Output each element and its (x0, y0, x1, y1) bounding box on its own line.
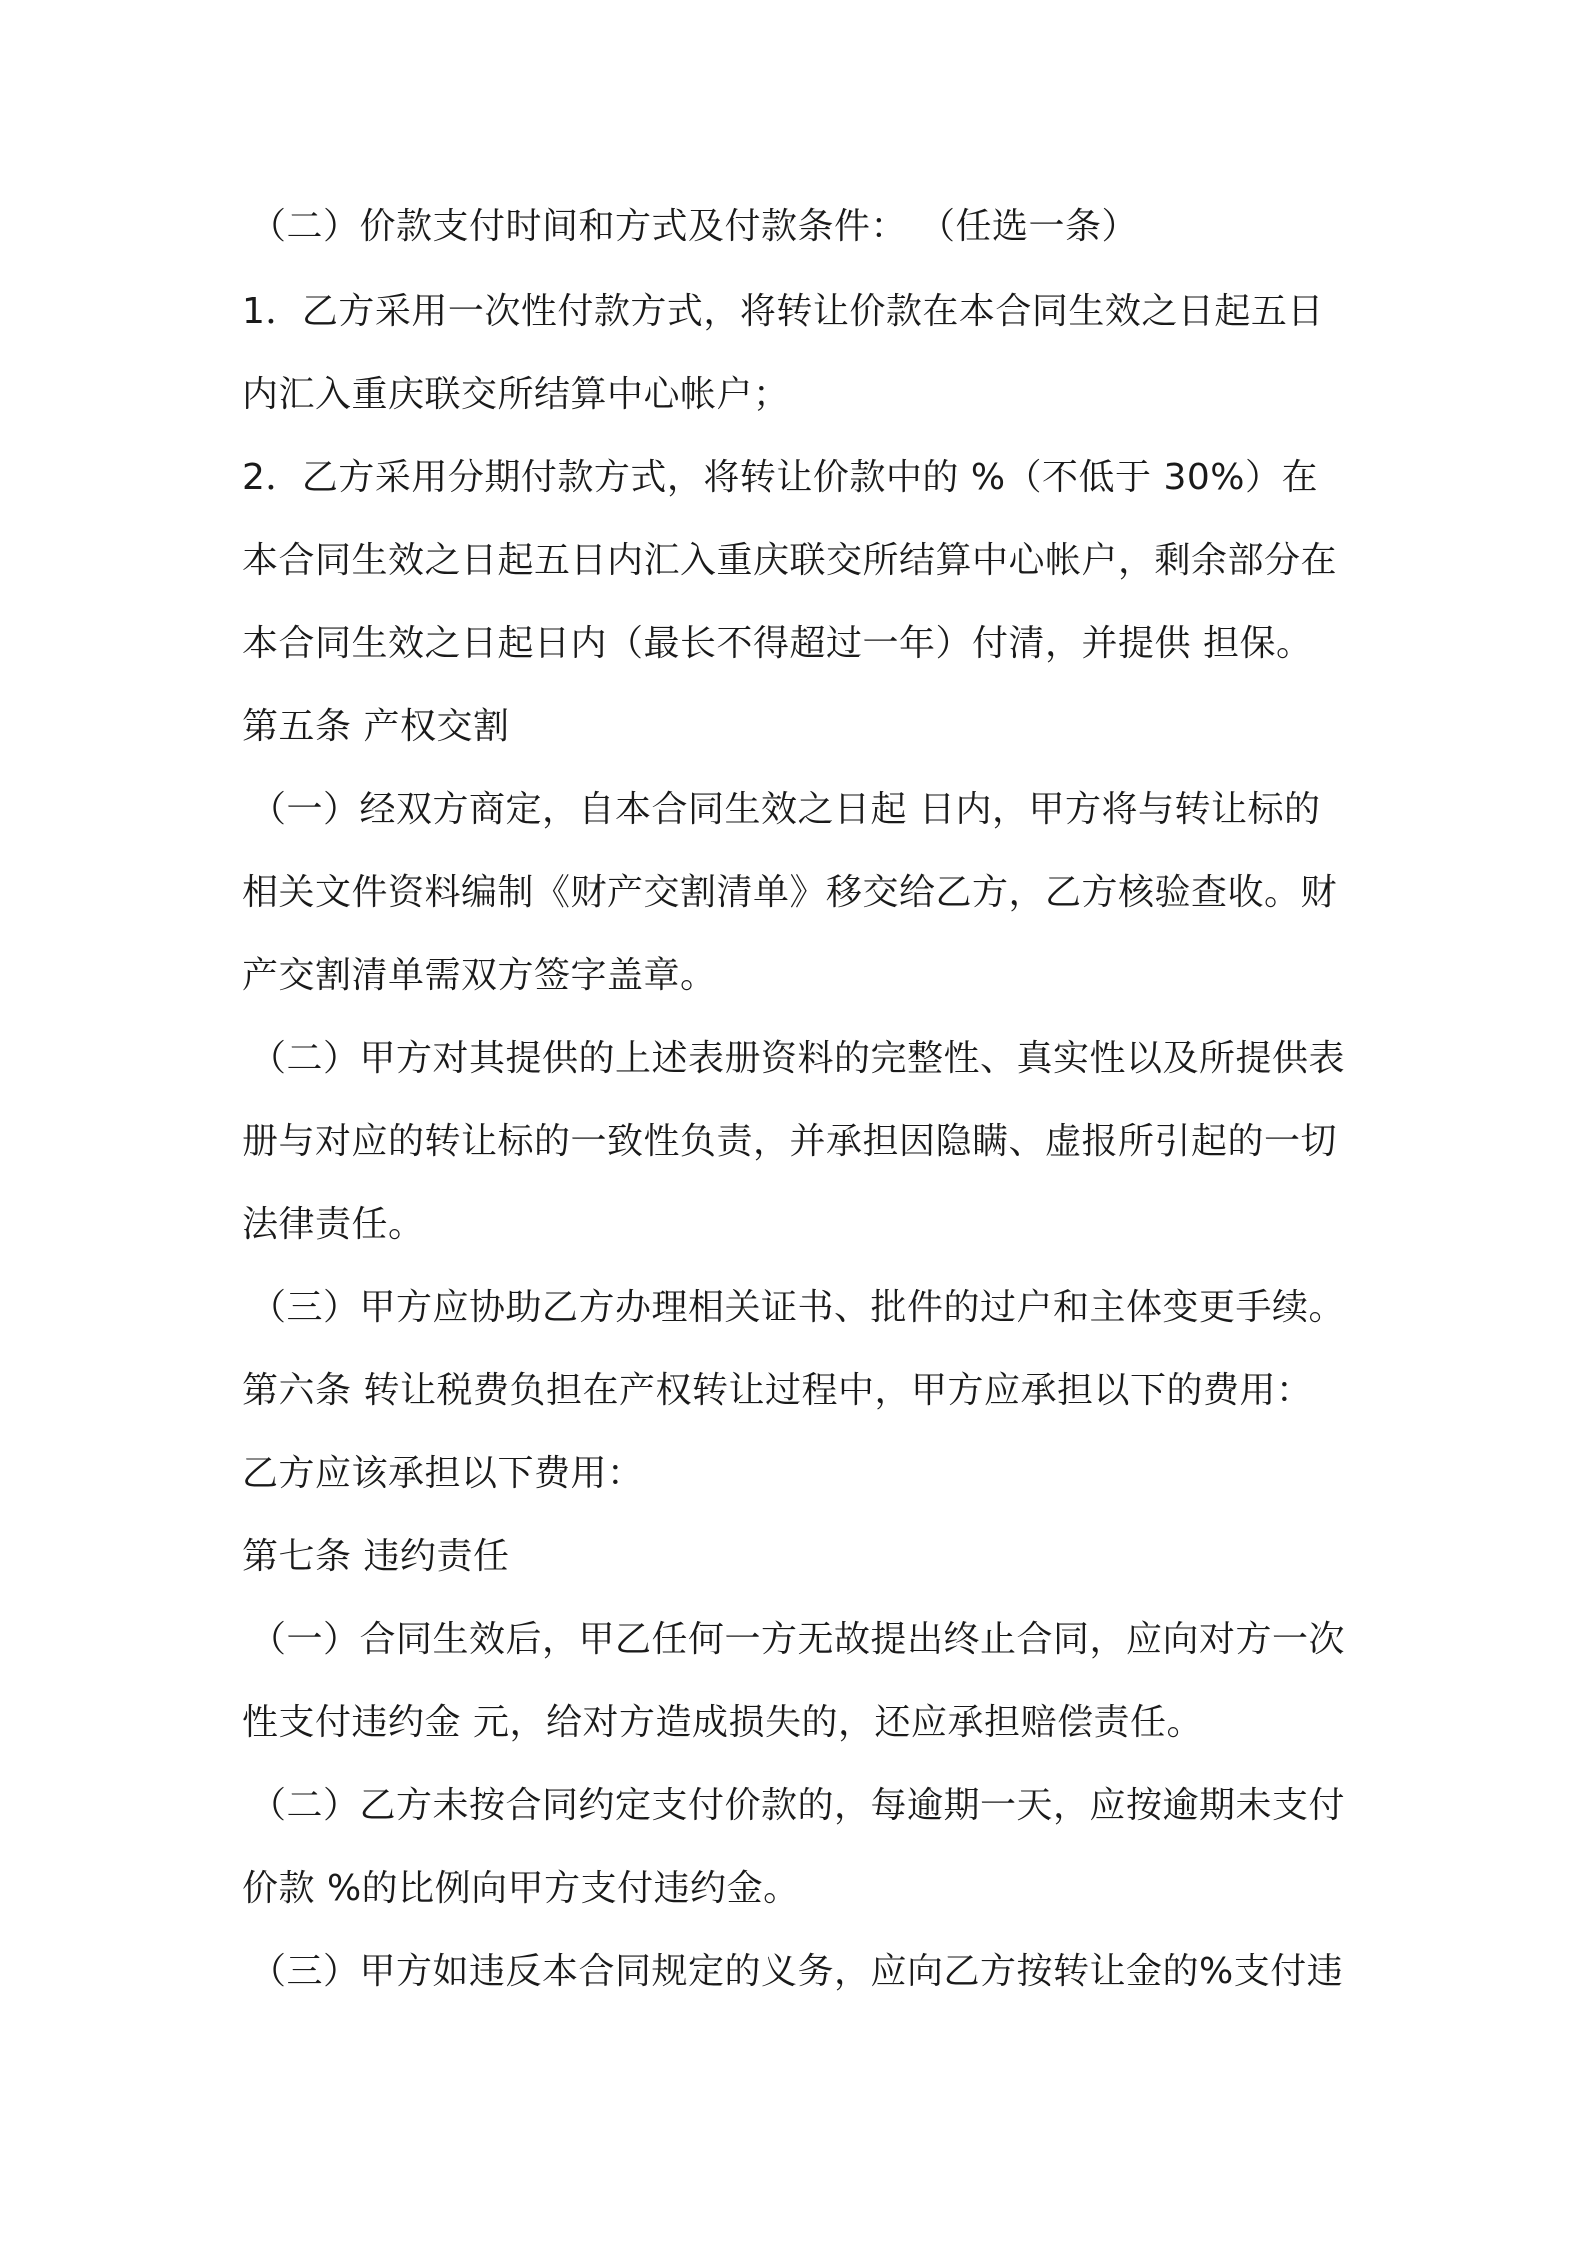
article-7-item-1-line-1: （一）合同生效后，甲乙任何一方无故提出终止合同，应向对方一次 (250, 1619, 1346, 1660)
clause-1-line-1: 1．乙方采用一次性付款方式，将转让价款在本合同生效之日起五日 (242, 291, 1324, 332)
article-7-item-2-line-2: 价款 %的比例向甲方支付违约金。 (242, 1868, 800, 1909)
article-6-line-2: 乙方应该承担以下费用： (242, 1453, 644, 1494)
article-7-heading: 第七条 违约责任 (242, 1536, 510, 1577)
article-7-item-3-line-1: （三）甲方如违反本合同规定的义务，应向乙方按转让金的%支付违 (250, 1951, 1344, 1992)
article-5-item-2-line-1: （二）甲方对其提供的上述表册资料的完整性、真实性以及所提供表 (250, 1038, 1346, 1079)
article-5-item-2-line-2: 册与对应的转让标的一致性负责，并承担因隐瞒、虚报所引起的一切 (242, 1121, 1338, 1162)
article-5-item-2-line-3: 法律责任。 (242, 1204, 425, 1245)
article-7-item-1-line-2: 性支付违约金 元，给对方造成损失的，还应承担赔偿责任。 (242, 1702, 1203, 1743)
article-6-heading: 第六条 转让税费负担在产权转让过程中，甲方应承担以下的费用： (242, 1370, 1313, 1411)
article-7-item-2-line-1: （二）乙方未按合同约定支付价款的，每逾期一天，应按逾期未支付 (250, 1785, 1346, 1826)
article-5-item-1-line-2: 相关文件资料编制《财产交割清单》移交给乙方，乙方核验查收。财 (242, 872, 1338, 913)
clause-2-line-1: 2．乙方采用分期付款方式，将转让价款中的 %（不低于 30%）在 (242, 457, 1319, 498)
article-5-item-1-line-1: （一）经双方商定，自本合同生效之日起 日内，甲方将与转让标的 (250, 789, 1321, 830)
article-5-item-3: （三）甲方应协助乙方办理相关证书、批件的过户和主体变更手续。 (250, 1287, 1346, 1328)
clause-2-line-2: 本合同生效之日起五日内汇入重庆联交所结算中心帐户，剩余部分在 (242, 540, 1338, 581)
clause-1-line-2: 内汇入重庆联交所结算中心帐户； (242, 374, 790, 415)
article-5-heading: 第五条 产权交割 (242, 706, 510, 747)
article-5-item-1-line-3: 产交割清单需双方签字盖章。 (242, 955, 717, 996)
section-heading-payment-terms: （二）价款支付时间和方式及付款条件： （任选一条） (250, 206, 1138, 247)
clause-2-line-3: 本合同生效之日起日内（最长不得超过一年）付清，并提供 担保。 (242, 623, 1313, 664)
